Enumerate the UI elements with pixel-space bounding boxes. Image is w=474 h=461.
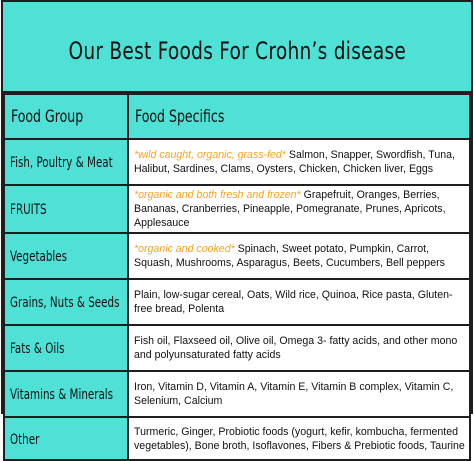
food-specifics-cell [128,371,470,417]
specifics-text: Turmeric, Ginger, Probiotic foods (yogurt, kefir, kombucha, fermented vegetables), Bone broth, Isoflavones, Fibers & Prebiotic foods, Taurine [134,425,465,452]
title-bar [3,2,471,93]
food-group-cell: Grains, Nuts & Seeds [4,279,128,325]
table-row [4,185,470,233]
specifics-text: Iron, Vitamin D, Vitamin A, Vitamin E, Vitamin B complex, Vitamin C, Selenium, Calcium [134,381,454,407]
table-row [4,139,470,185]
food-specifics-cell [128,417,470,460]
specifics-text: Salmon, Snapper, Swordfish, Tuna, Halibut, Sardines, Clams, Oysters, Chicken, Chicken liver, Eggs [134,149,455,175]
header-food-group: Food Group [4,94,128,139]
table-row [4,325,470,371]
food-group-cell: FRUITS [4,185,128,233]
note-text: *organic and cooked* [134,243,235,255]
specifics-text: Plain, low-sugar cereal, Oats, Wild rice, Quinoa, Rice pasta, Gluten-free bread, Polenta [134,289,453,315]
food-specifics-cell [128,325,470,371]
note-text: *organic and both fresh and frozen* [134,189,301,201]
foods-table-frame [1,0,473,452]
food-group-cell: Fats & Oils [4,325,128,371]
table-header-row [4,94,470,139]
foods-table [3,93,471,461]
food-group-cell: Other [4,417,128,460]
food-specifics-cell [128,279,470,325]
food-specifics-cell [128,233,470,279]
food-specifics-cell [128,185,470,233]
note-text: *wild caught, organic, grass-fed* [134,149,286,161]
food-group-cell: Fish, Poultry & Meat [4,139,128,185]
food-group-cell: Vegetables [4,233,128,279]
table-row [4,417,470,460]
header-food-specifics: Food Specifics [128,94,470,139]
table-row [4,371,470,417]
specifics-text: Fish oil, Flaxseed oil, Olive oil, Omega 3- fatty acids, and other mono and polyunsaturated fatty acids [134,335,458,361]
food-group-cell: Vitamins & Minerals [4,371,128,417]
food-specifics-cell [128,139,470,185]
table-row [4,233,470,279]
table-row [4,279,470,325]
specifics-text: Grapefruit, Oranges, Berries, Bananas, Cranberries, Pineapple, Pomegranate, Prunes, Apricots, Applesauce [134,189,446,229]
specifics-text: Spinach, Sweet potato, Pumpkin, Carrot, Squash, Mushrooms, Asparagus, Beets, Cucumbers, Bell peppers [134,243,445,269]
page-title: Our Best Foods For Crohn’s disease [68,36,406,65]
